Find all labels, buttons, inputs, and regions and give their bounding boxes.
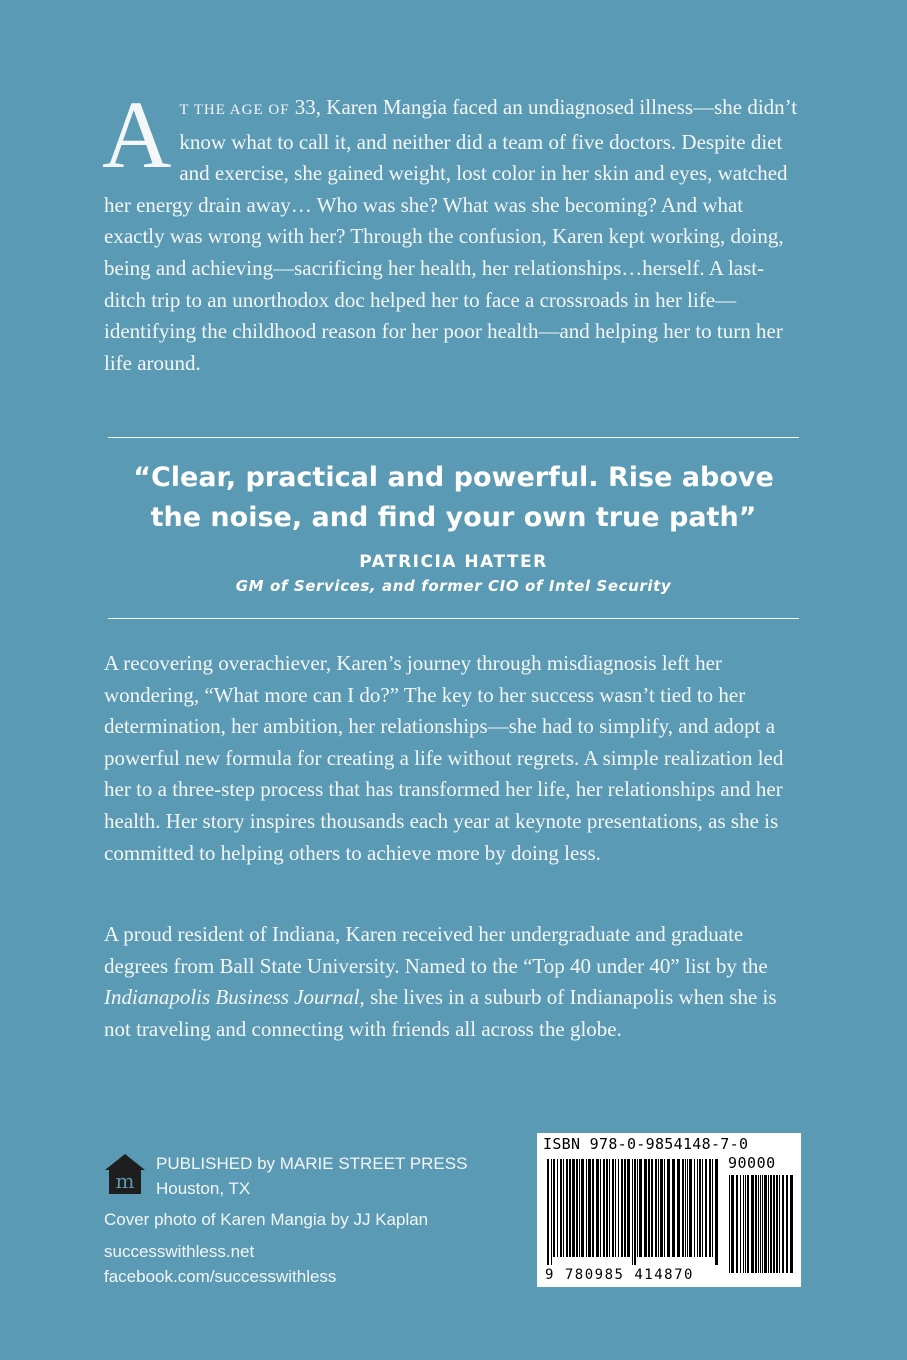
quote-author-title: GM of Services, and former CIO of Intel Security — [235, 577, 672, 595]
barcode-bar — [579, 1159, 580, 1257]
barcode-bar — [639, 1159, 642, 1257]
barcode-bar — [563, 1159, 564, 1257]
barcode-bar — [572, 1159, 575, 1257]
barcode-bar — [627, 1159, 630, 1257]
barcode-bar — [731, 1175, 734, 1273]
barcode-bar — [592, 1159, 594, 1257]
quote-line-2: the noise, and find your own true path” — [150, 502, 757, 533]
barcode-bar — [682, 1159, 684, 1257]
isbn-number: ISBN 978-0-9854148-7-0 — [543, 1135, 749, 1153]
barcode-bar — [715, 1159, 718, 1265]
bio2-text-after: , she lives in a suburb of Indianapolis when she is not traveling and connecting with friends all across the globe. — [104, 985, 777, 1041]
barcode-bar — [760, 1175, 761, 1273]
barcode-bar — [782, 1175, 784, 1273]
barcode-bar — [658, 1159, 659, 1257]
intro-paragraph — [102, 81, 804, 379]
barcode-bar — [747, 1175, 749, 1273]
price-addon-number: 90000 — [728, 1154, 776, 1172]
barcode-bar — [740, 1175, 741, 1273]
barcode-bar — [685, 1159, 686, 1257]
barcode-bar — [596, 1159, 599, 1257]
barcode-bar — [779, 1175, 780, 1273]
barcode-bar — [615, 1159, 616, 1257]
divider-bottom — [108, 618, 799, 619]
barcode-bar — [581, 1159, 584, 1257]
barcode-bar — [672, 1159, 675, 1257]
barcode-bar — [758, 1175, 759, 1273]
barcode-bar — [655, 1159, 657, 1257]
publisher-logo-letter: m — [115, 1169, 135, 1193]
barcode-bar — [560, 1159, 562, 1257]
intro-text: 33, Karen Mangia faced an undiagnosed illness—she didn’t know what to call it, and neither did a team of five doctors. Despite diet and exercise, she gained weight, lost color in her skin and eyes, watched her energy drain away… Who was she? What was she becoming? And what exactly was wrong with her? Through the confusion, Karen kept working, doing, being and achieving—sacrificing her health, her relationships…herself. A last-ditch trip to an unorthodox doc helped her to face a crossroads in her life—identifying the childhood reason for her poor health—and helping her to turn her life around. — [104, 95, 798, 375]
barcode-bar — [790, 1175, 793, 1273]
barcode-bar — [743, 1175, 744, 1273]
barcode-bar — [606, 1159, 608, 1257]
barcode-bar — [644, 1159, 647, 1257]
barcode-bar — [751, 1175, 754, 1273]
barcode-bar — [637, 1159, 638, 1257]
barcode-bar — [660, 1159, 663, 1257]
photo-credit: Cover photo of Karen Mangia by JJ Kaplan — [104, 1210, 429, 1229]
barcode-bar — [729, 1175, 730, 1273]
publication-name: Indianapolis Business Journal — [104, 985, 360, 1010]
publisher-name: PUBLISHED by MARIE STREET PRESS — [156, 1154, 468, 1173]
barcode-bar — [588, 1159, 591, 1257]
barcode-bar — [667, 1159, 670, 1257]
barcode-bar — [648, 1159, 650, 1257]
barcode-bar — [776, 1175, 778, 1273]
ean-number: 9 780985 414870 — [545, 1267, 694, 1283]
intro-lead-caps: T THE AGE OF — [179, 102, 290, 118]
bio-paragraph-2 — [104, 919, 804, 1045]
barcode-bar — [689, 1159, 692, 1257]
website-link[interactable]: successwithless.net — [104, 1242, 255, 1261]
drop-cap: A — [102, 81, 172, 188]
barcode-bar — [697, 1159, 698, 1257]
isbn-barcode — [537, 1133, 801, 1287]
barcode-bar — [547, 1159, 549, 1265]
barcode-bar — [609, 1159, 610, 1257]
pull-quote — [60, 458, 847, 538]
barcode-bar — [664, 1159, 665, 1257]
barcode-bar — [651, 1159, 653, 1257]
barcode-bar — [551, 1159, 552, 1265]
barcode-bar — [745, 1175, 746, 1273]
barcode-bar — [764, 1175, 767, 1273]
facebook-link[interactable]: facebook.com/successwithless — [104, 1267, 337, 1286]
barcode-bar — [705, 1159, 707, 1257]
barcode-bar — [603, 1159, 605, 1257]
barcode-bar — [618, 1159, 619, 1257]
barcode-bar — [557, 1159, 558, 1257]
barcode-bar — [576, 1159, 578, 1257]
barcode-bar — [621, 1159, 623, 1257]
barcode-bar — [736, 1175, 738, 1273]
barcode-bar — [612, 1159, 614, 1257]
quote-author: PATRICIA HATTER — [359, 552, 548, 572]
barcode-bar — [709, 1159, 711, 1257]
divider-top — [108, 437, 799, 438]
barcode-bar — [624, 1159, 626, 1257]
barcode-bar — [566, 1159, 568, 1257]
bio-paragraph-1: A recovering overachiever, Karen’s journey through misdiagnosis left her wondering, “What more can I do?” The key to her success wasn’t tied to her determination, her ambition, her relationships—she had to simplify, and adopt a powerful new formula for creating a life without regrets. A simple realization led her to a three-step process that has transformed her life, her relationships and her health. Her story inspires thousands each year at keynote presentations, as she is committed to helping others to achieve more by doing less. — [104, 651, 784, 865]
barcode-bar — [632, 1159, 633, 1265]
barcode-bar — [768, 1175, 769, 1273]
barcode-bar — [770, 1175, 772, 1273]
publisher-location: Houston, TX — [156, 1179, 251, 1198]
barcode-bar — [586, 1159, 587, 1257]
quote-line-1: “Clear, practical and powerful. Rise above — [133, 462, 774, 493]
barcode-bar — [773, 1175, 775, 1273]
barcode-bar — [699, 1159, 701, 1257]
barcode-bar — [687, 1159, 688, 1257]
barcode-bar — [712, 1159, 713, 1257]
barcode-bar — [553, 1159, 555, 1257]
barcode-bar — [755, 1175, 757, 1273]
barcode-bar — [694, 1159, 695, 1257]
barcode-bar — [762, 1175, 763, 1273]
barcode-bar — [677, 1159, 680, 1257]
barcode-bar — [569, 1159, 571, 1257]
barcode-bar — [600, 1159, 601, 1257]
publisher-house-icon — [104, 1153, 146, 1195]
barcode-bar — [634, 1159, 636, 1265]
barcode-bar — [786, 1175, 788, 1273]
barcode-bar — [702, 1159, 703, 1257]
bio2-text-before: A proud resident of Indiana, Karen received her undergraduate and graduate degrees from Ball State University. Named to the “Top 40 under 40” list by the — [104, 922, 768, 978]
